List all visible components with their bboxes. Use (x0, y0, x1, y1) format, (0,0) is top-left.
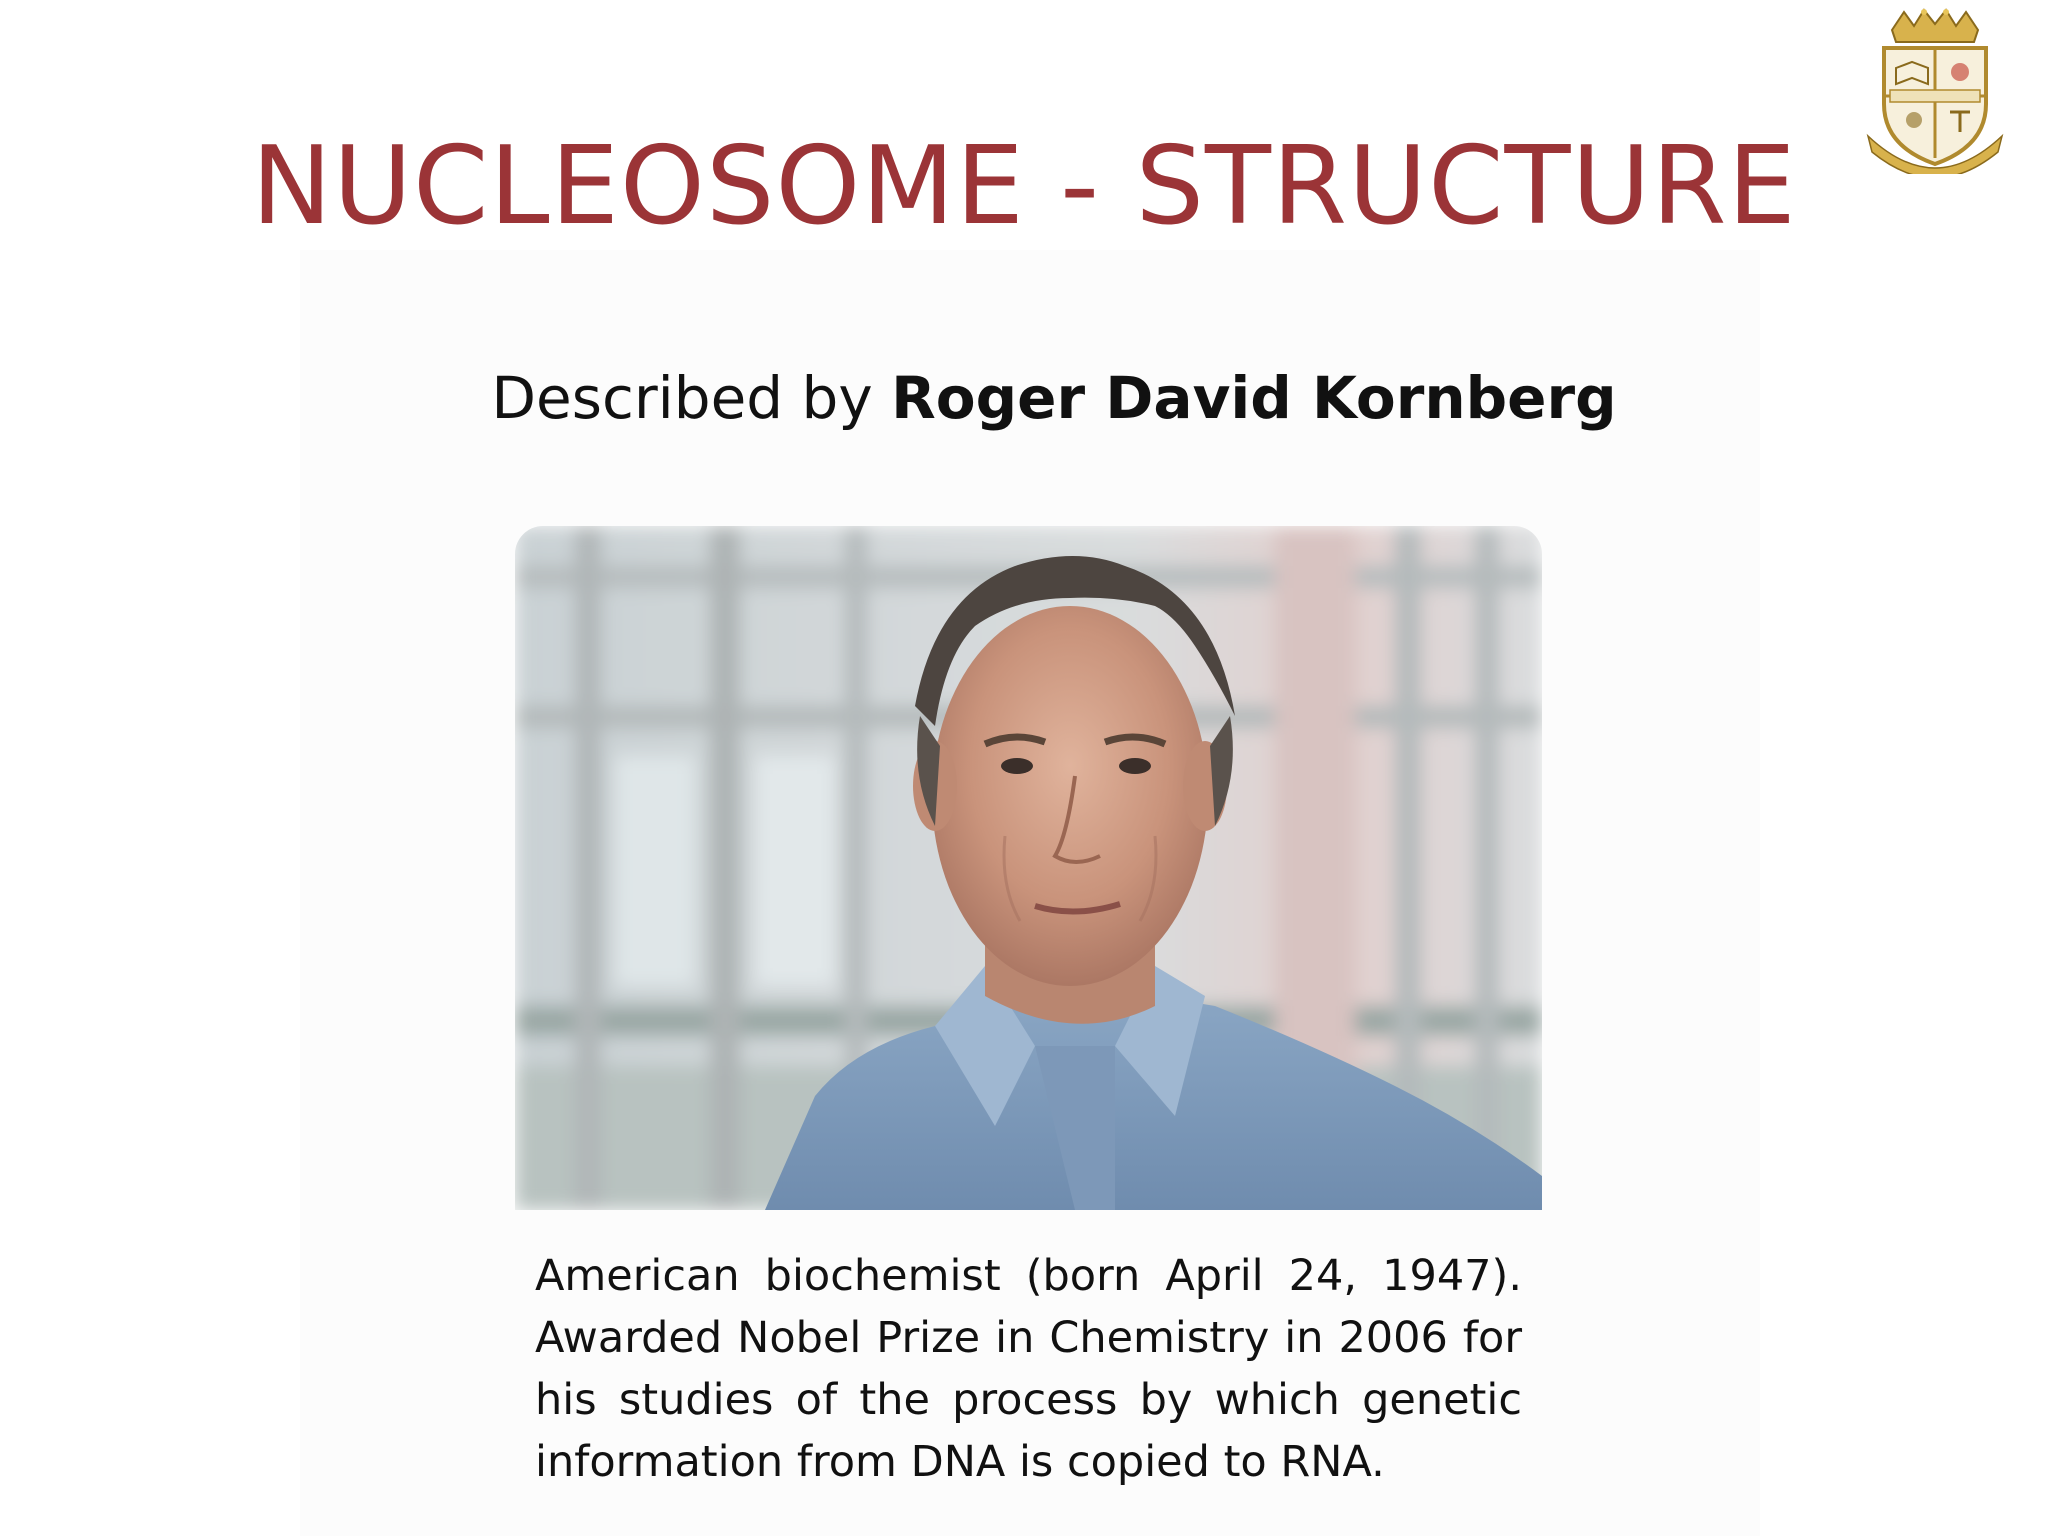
slide-title: NUCLEOSOME - STRUCTURE (251, 124, 1797, 249)
scientist-name: Roger David Kornberg (891, 364, 1617, 432)
subtitle-prefix: Described by (491, 364, 892, 432)
biography-caption: American biochemist (born April 24, 1947). Awarded Nobel Prize in Chemistry in 2006 for his studies of the process by which genetic information from DNA is copied to RNA. (535, 1251, 1522, 1487)
portrait-photo (515, 526, 1542, 1210)
slide-subtitle (0, 362, 2048, 434)
